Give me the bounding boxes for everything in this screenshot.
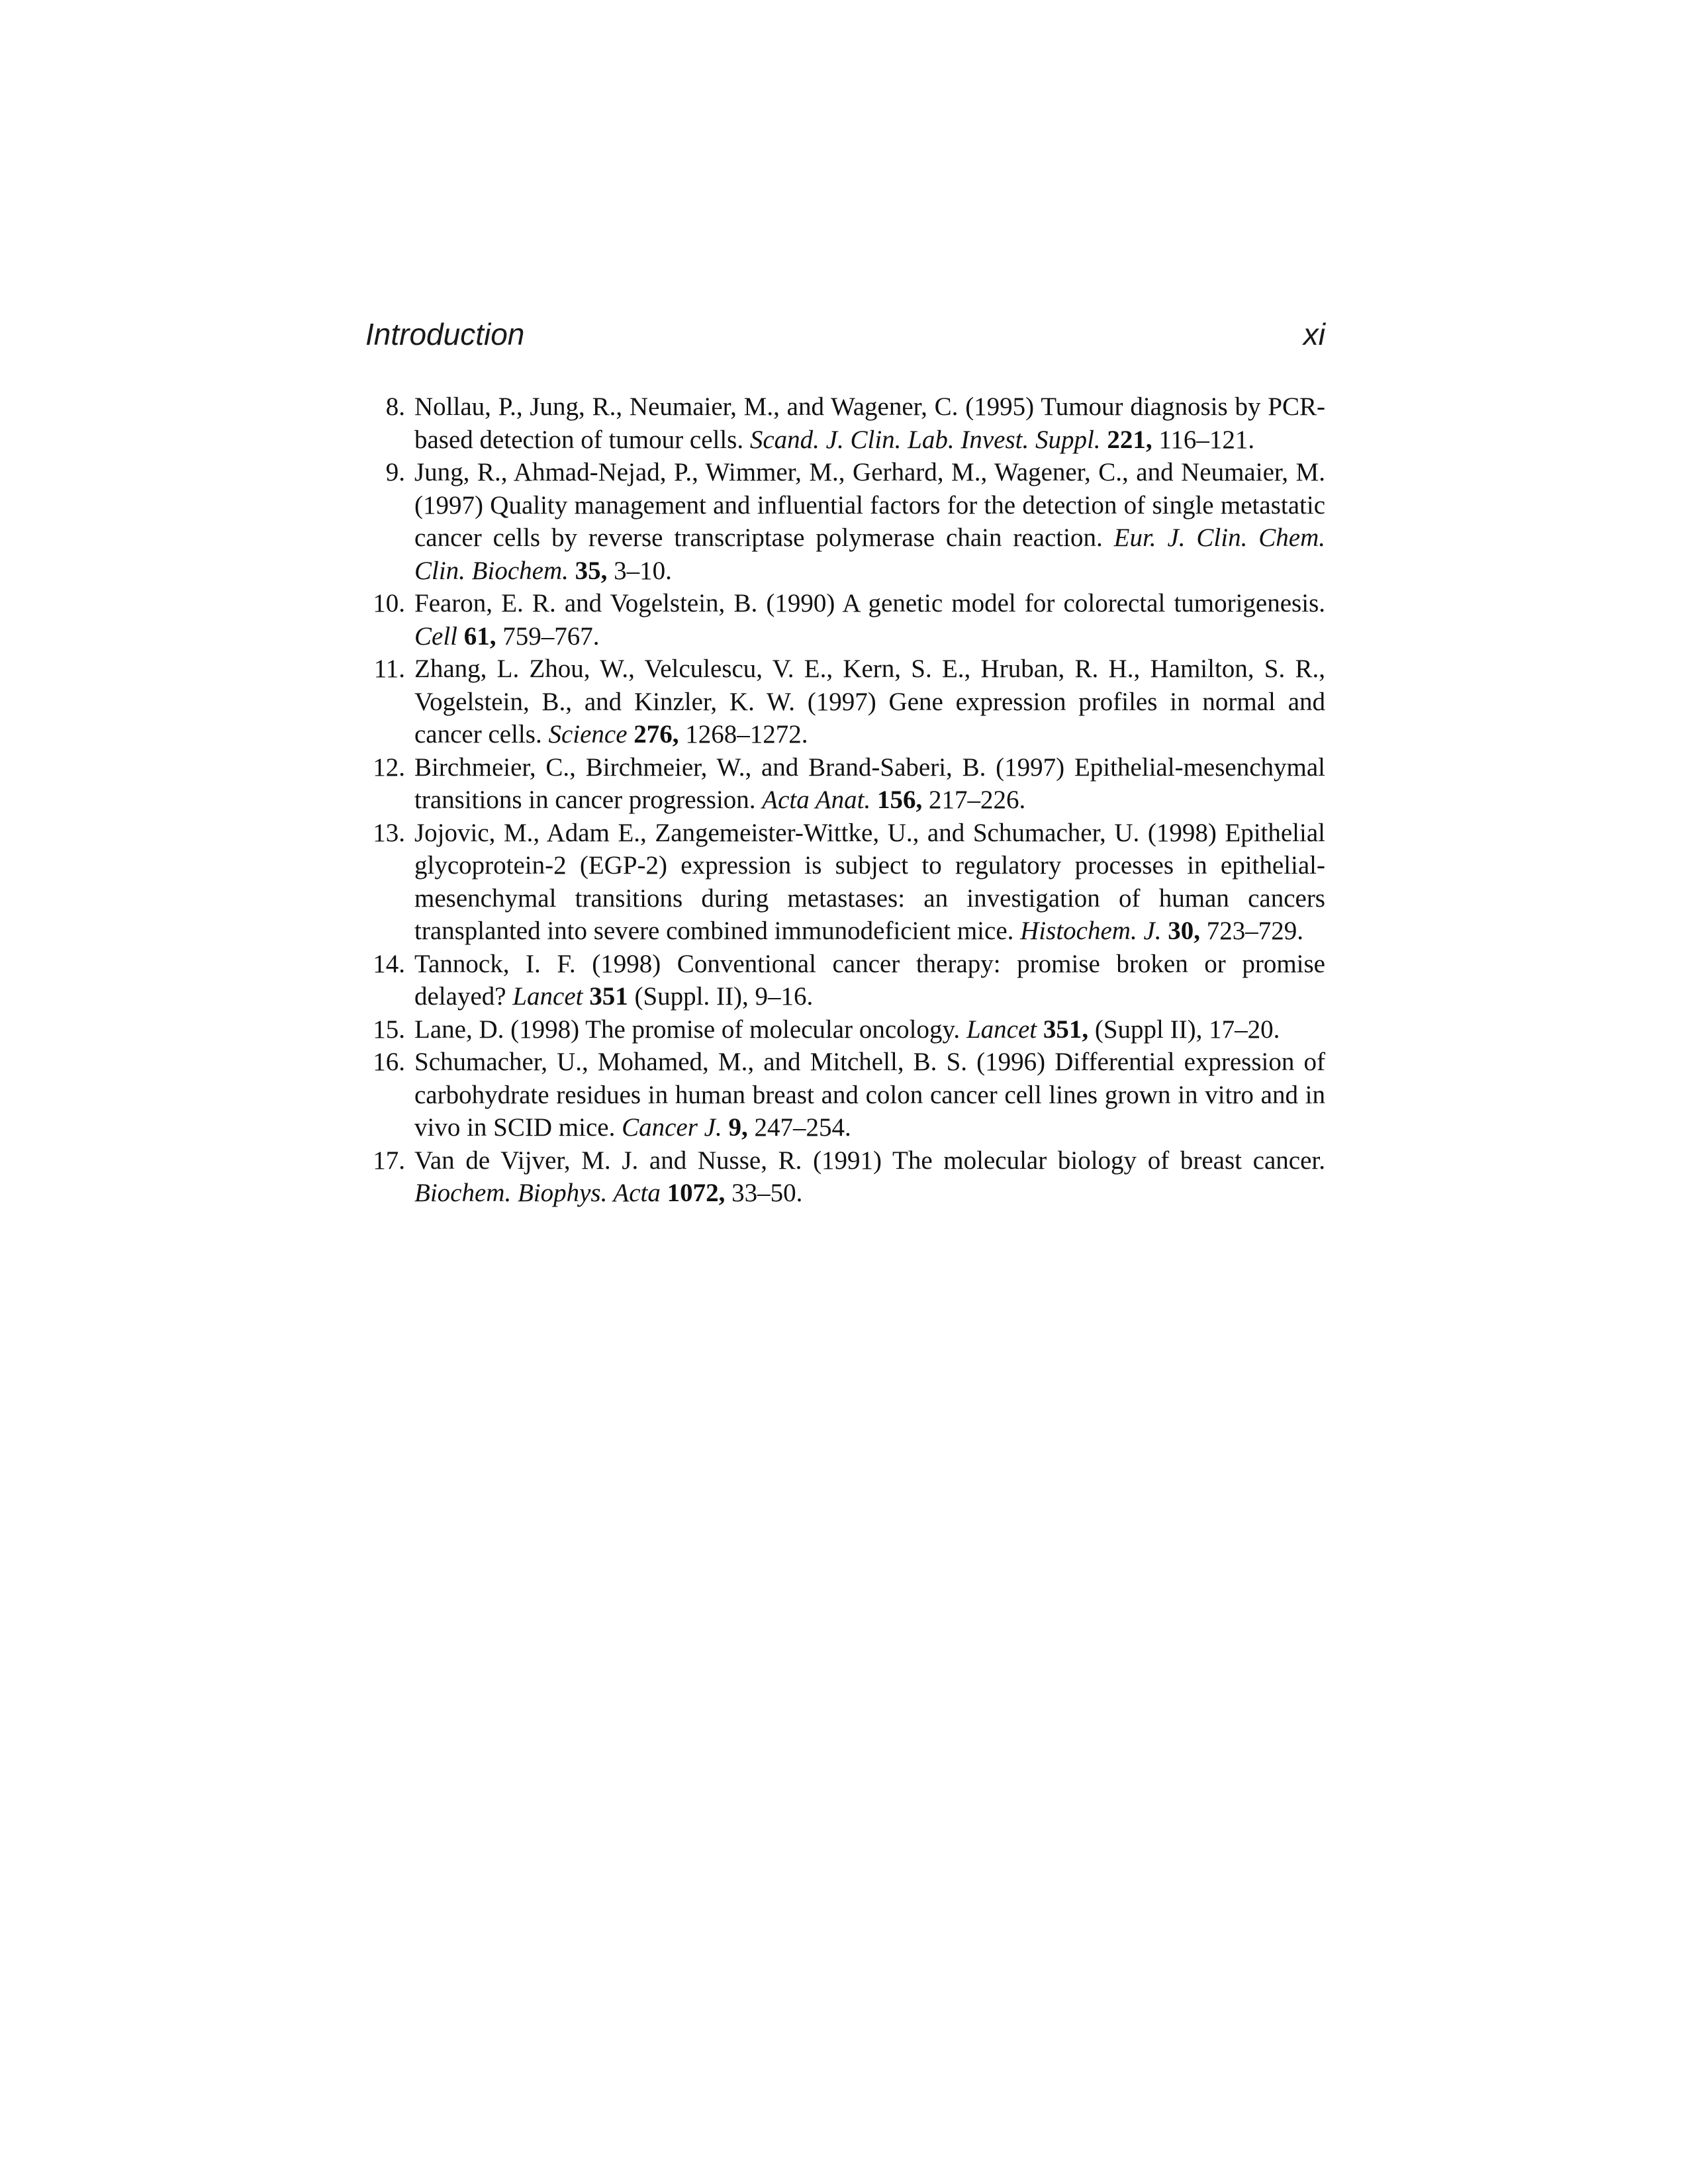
reference-item — [365, 587, 1325, 653]
reference-journal: Cancer J. — [622, 1113, 722, 1142]
reference-number: 15. — [373, 1015, 405, 1044]
reference-volume: 156, — [876, 786, 923, 814]
reference-pages: 217–226. — [928, 786, 1026, 814]
reference-volume: 1072, — [667, 1179, 726, 1207]
reference-journal: Science — [548, 720, 628, 749]
reference-text: Lane, D. (1998) The promise of molecular oncology. — [414, 1015, 966, 1044]
reference-journal: Lancet — [512, 982, 583, 1011]
reference-journal: Acta Anat. — [762, 786, 871, 814]
reference-pages: 723–729. — [1206, 917, 1303, 945]
reference-pages: 33–50. — [731, 1179, 803, 1207]
reference-journal: Biochem. Biophys. Acta — [414, 1179, 661, 1207]
reference-text: Jung, R., Ahmad-Nejad, P., Wimmer, M., Gerhard, M., Wagener, C., and Neumaier, M. (1997) Quality management and influential factors for the detection of single metastatic cancer cells by reverse transcriptase polymerase chain reaction. — [414, 458, 1325, 552]
reference-text: Nollau, P., Jung, R., Neumaier, M., and Wagener, C. (1995) Tumour diagnosis by PCR-based detection of tumour cells. — [414, 392, 1325, 454]
reference-text: Jojovic, M., Adam E., Zangemeister-Wittke, U., and Schumacher, U. (1998) Epithelial glycoprotein-2 (EGP-2) expression is subject to regulatory processes in epithelial-mesenchymal transitions during metastases: an investigation of human cancers transplanted into severe combined immunodeficient mice. — [414, 818, 1325, 945]
reference-item — [365, 751, 1325, 817]
reference-item — [365, 456, 1325, 587]
running-head — [365, 311, 1325, 357]
reference-number: 14. — [373, 949, 405, 978]
reference-number: 16. — [373, 1048, 405, 1076]
reference-item — [365, 948, 1325, 1013]
reference-list — [365, 390, 1325, 1210]
reference-volume: 30, — [1168, 917, 1200, 945]
reference-item — [365, 390, 1325, 456]
reference-volume: 276, — [633, 720, 679, 749]
reference-pages: 116–121. — [1158, 425, 1255, 454]
reference-number: 13. — [373, 818, 405, 847]
reference-item — [365, 817, 1325, 948]
reference-journal: Scand. J. Clin. Lab. Invest. Suppl. — [749, 425, 1101, 454]
reference-item — [365, 1013, 1325, 1046]
page-number: xi — [1303, 317, 1325, 351]
reference-volume: 351 — [589, 982, 628, 1011]
reference-item — [365, 1144, 1325, 1210]
reference-journal: Lancet — [966, 1015, 1037, 1044]
reference-text: Birchmeier, C., Birchmeier, W., and Brand-Saberi, B. (1997) Epithelial-mesenchymal transitions in cancer progression. — [414, 752, 1325, 814]
reference-journal: Eur. J. Clin. Chem. Clin. Biochem. — [414, 523, 1325, 585]
reference-volume: 221, — [1107, 425, 1152, 454]
reference-text: Van de Vijver, M. J. and Nusse, R. (1991) The molecular biology of breast cancer. — [414, 1146, 1325, 1175]
reference-item — [365, 1046, 1325, 1144]
reference-pages: 247–254. — [754, 1113, 851, 1142]
reference-pages: (Suppl. II), 9–16. — [634, 982, 814, 1011]
reference-number: 10. — [373, 589, 405, 617]
reference-number: 8. — [385, 392, 405, 421]
reference-pages: (Suppl II), 17–20. — [1094, 1015, 1280, 1044]
reference-pages: 1268–1272. — [685, 720, 808, 749]
reference-text: Tannock, I. F. (1998) Conventional cancer therapy: promise broken or promise delayed? — [414, 949, 1325, 1011]
reference-text: Fearon, E. R. and Vogelstein, B. (1990) A genetic model for colorectal tumorigenesis. — [414, 589, 1325, 617]
reference-volume: 9, — [728, 1113, 748, 1142]
reference-volume: 61, — [463, 621, 496, 651]
reference-text: Zhang, L. Zhou, W., Velculescu, V. E., Kern, S. E., Hruban, R. H., Hamilton, S. R., Vogelstein, B., and Kinzler, K. W. (1997) Gene expression profiles in normal and cancer cells. — [414, 655, 1325, 749]
reference-volume: 351, — [1043, 1015, 1089, 1044]
reference-journal: Histochem. J. — [1020, 917, 1162, 945]
reference-journal: Cell — [414, 621, 457, 651]
reference-volume: 35, — [575, 556, 608, 585]
reference-item — [365, 653, 1325, 751]
reference-text: Schumacher, U., Mohamed, M., and Mitchell, B. S. (1996) Differential expression of carbohydrate residues in human breast and colon cancer cell lines grown in vitro and in vivo in SCID mice. — [414, 1048, 1325, 1142]
reference-pages: 759–767. — [502, 621, 600, 651]
running-head-title: Introduction — [365, 317, 525, 351]
reference-number: 12. — [373, 752, 405, 782]
reference-number: 17. — [373, 1146, 405, 1175]
reference-number: 9. — [385, 458, 405, 486]
reference-pages: 3–10. — [614, 556, 672, 585]
reference-number: 11. — [373, 655, 405, 683]
